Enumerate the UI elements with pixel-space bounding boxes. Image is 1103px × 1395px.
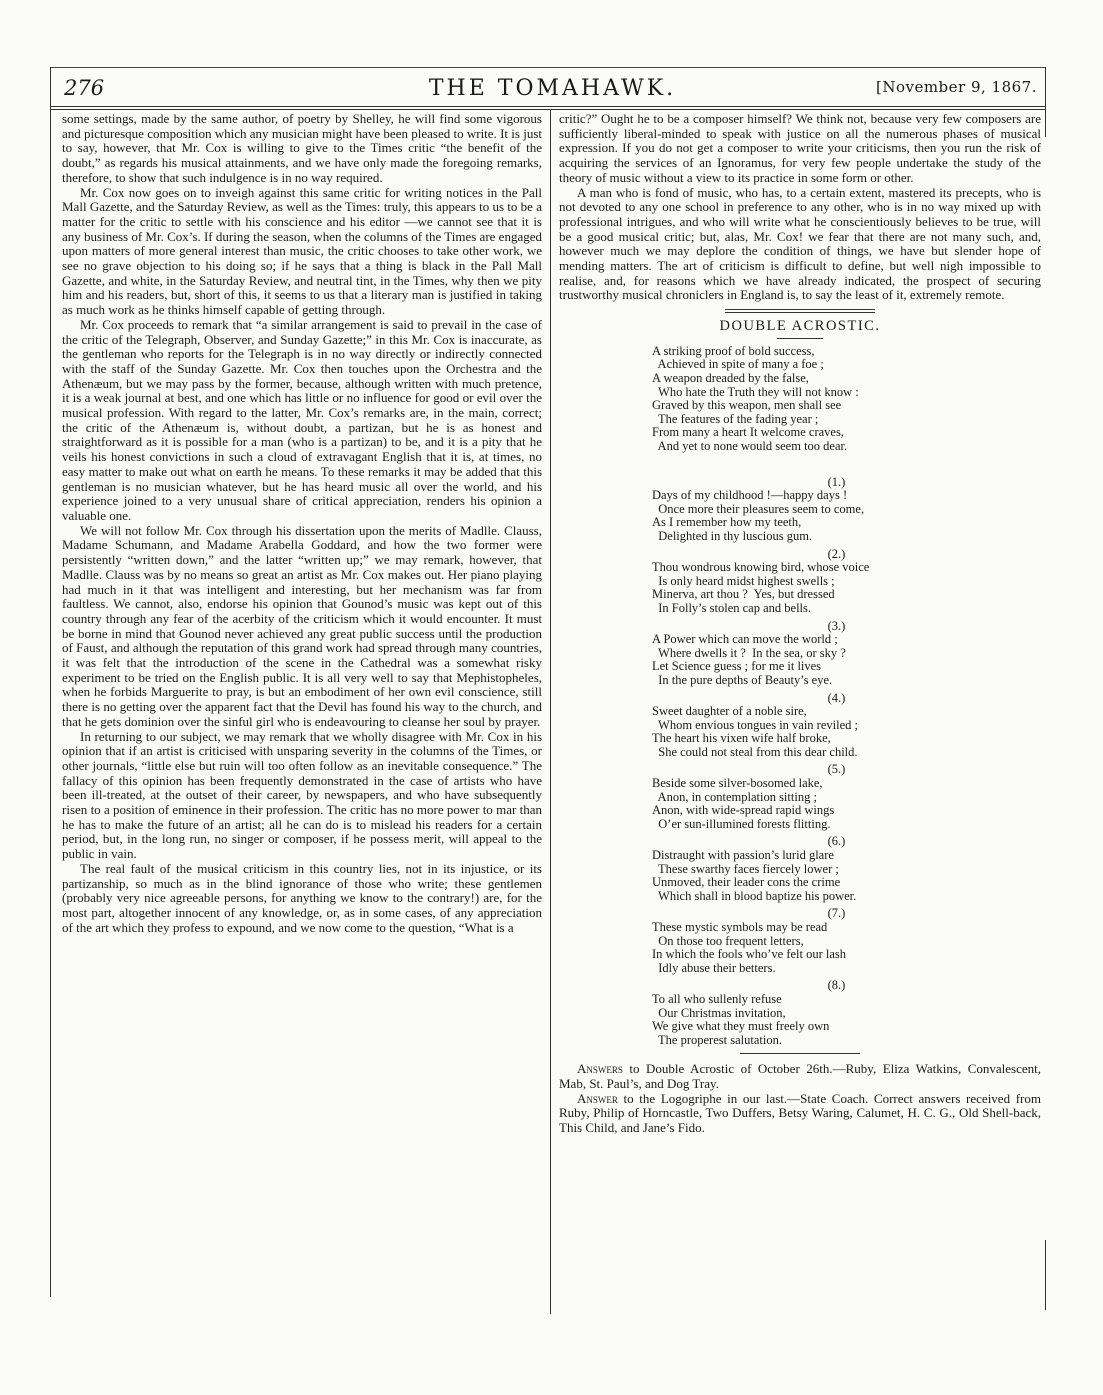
paragraph: We will not follow Mr. Cox through his dissertation upon the merits of Madlle. Clauss, Madame Schumann, and Madame Arabella Goddard, and how the two former were persistently “written down,” and the latter “written up;” we may remark, however, that Madlle. Clauss was by no means so great an artist as Mr. Cox makes out. Her piano playing had much in it that was intelligent and interesting, but her mechanism was far from faultless. We cannot, also, endorse his opinion that Gounod’s music was kept out of this country through any fear of the acerbity of the criticism which it would encounter. It must be borne in mind that Gounod never achieved any great public success until the production of Faust, and although the reputation of this grand work had spread through many countries, it was felt that the introduction of the scene in the Cathedral was a somewhat risky experiment to be tried on the English public. It is all very well to say that Mephistopheles, when he forbids Marguerite to pray, is but an embodiment of her own evil conscience, still there is no getting over the apparent fact that the Devil has found his way to the church, and that he gets dominion over the sinful girl who is endeavouring to cleanse her soul by prayer. — [62, 522, 542, 729]
right-border-bottom — [1045, 1240, 1046, 1310]
verse-line: Where dwells it ? In the sea, or sky ? — [652, 645, 846, 660]
verse-line: Whom envious tongues in vain reviled ; — [652, 717, 858, 732]
answers-text: to Double Acrostic of October 26th.—Ruby, Eliza Watkins, Convalescent, Mab, St. Paul’s, and Dog Tray. — [559, 1061, 1041, 1092]
page-header — [60, 76, 1045, 106]
verse-line: Distraught with passion’s lurid glare — [652, 848, 834, 863]
verse-line: Days of my childhood !—happy days ! — [652, 488, 848, 503]
verse-line: Achieved in spite of many a foe ; — [652, 357, 824, 372]
verse-line: In Folly’s stolen cap and bells. — [652, 600, 812, 615]
verse-line: Anon, in contemplation sitting ; — [652, 789, 817, 804]
verse-line: Unmoved, their leader cons the crime — [652, 875, 841, 890]
verse-line: Graved by this weapon, men shall see — [652, 398, 842, 413]
verse-line: A striking proof of bold success, — [652, 343, 815, 358]
verse-line: On those too frequent letters, — [652, 933, 804, 948]
column-divider — [550, 109, 551, 1314]
answers-paragraph — [559, 1062, 1041, 1091]
paragraph: Mr. Cox now goes on to inveigh against this same critic for writing notices in the Pall Mall Gazette, and the Saturday Review, as well as the Times: truly, this appears to us to be a matter for the critic to settle with his conscience and his editor —we cannot see that it is any business of Mr. Cox’s. If during the season, when the columns of the Times are engaged upon matters of more general interest than music, the critic chooses to take other work, we see no grave objection to his doing so; if he says that a thing is black in the Pall Mall Gazette, and white, in the Saturday Review, and neutral tint, in the Times, why then we pity him and his readers, but, short of this, it seems to us that a literary man is justified in taking as much work as he thinks himself capable of getting through. — [62, 184, 542, 318]
verse-line: Which shall in blood baptize his power. — [652, 888, 857, 903]
paragraph: In returning to our subject, we may remark that we wholly disagree with Mr. Cox in his opinion that if an artist is criticised with unsparing severity in the columns of the Times, or other journals, “little else but ruin will too often follow as an inevitable consequence.” The fallacy of this opinion has been frequently demonstrated in the case of artists who have been ill-treated, at the outset of their career, by newspapers, and who have subsequently risen to a position of eminence in their profession. The critic has no more power to mar than he has to make the future of an artist; all he can do is to mislead his readers for a certain period, but, in the long run, no singer or composer, if he possess merit, will appeal to the public in vain. — [62, 728, 542, 862]
answers-lead: Answers — [577, 1061, 623, 1077]
stanza — [652, 979, 1041, 1047]
answers-section — [559, 1062, 1041, 1136]
page-number: 276 — [64, 76, 105, 100]
verse-line: Sweet daughter of a noble sire, — [652, 704, 807, 719]
verse-line: A weapon dreaded by the false, — [652, 371, 809, 386]
verse-line: The heart his vixen wife half broke, — [652, 731, 831, 746]
stanza-number: (5.) — [827, 762, 846, 777]
stanza-number: (4.) — [827, 690, 846, 705]
section-divider — [725, 309, 875, 313]
verse-line: Our Christmas invitation, — [652, 1005, 786, 1020]
verse-line: And yet to none would seem too dear. — [652, 439, 848, 453]
stanza-number: (8.) — [827, 978, 846, 993]
verse-line: From many a heart It welcome craves, — [652, 425, 844, 440]
paragraph: The real fault of the musical criticism in this country lies, not in its injustice, or its partizanship, so much as in the blind ignorance of those who write; these gentlemen (probably very nice agreeable persons, for anything we know to the contrary!) are, for the most part, altogether innocent of any knowledge, or, as in some cases, of any appreciation of the art which they profess to expound, and we now come to the question, “What is a — [62, 860, 542, 935]
verse-line: Idly abuse their betters. — [652, 960, 776, 975]
stanza — [652, 476, 1041, 544]
acrostic-stanzas — [652, 476, 1041, 1048]
stanza-number: (3.) — [827, 618, 846, 633]
verse-line: These mystic symbols may be read — [652, 920, 828, 934]
verse-line: Is only heard midst highest swells ; — [652, 573, 835, 588]
top-rule — [50, 67, 1045, 68]
verse-line: To all who sullenly refuse — [652, 991, 782, 1006]
verse-line: Anon, with wide-spread rapid wings — [652, 803, 835, 818]
verse-line: The properest salutation. — [652, 1032, 782, 1047]
stanza-number: (2.) — [827, 546, 846, 561]
stanza-number: (6.) — [827, 834, 846, 849]
verse-line: Delighted in thy luscious gum. — [652, 528, 813, 543]
stanza — [652, 620, 1041, 688]
paragraph: Mr. Cox proceeds to remark that “a similar arrangement is said to prevail in the case of the critic of the Telegraph, Observer, and Sunday Gazette;” in this Mr. Cox is inaccurate, as the gentleman who reports for the Telegraph is in no way directly or indirectly connected with the staff of the Sunday Gazette. Mr. Cox then touches upon the Orchestra and the Athenæum, but we may pass by the former, because, although written with much pretence, it is a weak journal at best, and one which has little or no influence for good or evil over the musical profession. With regard to the latter, Mr. Cox’s remarks are, in the main, correct; the critic of the Athenæum is, without doubt, a partizan, but he is as honest and straightforward as it is possible for a man (who is a partizan) to be, and it is a pity that he veils his honest convictions in such a cloud of extravagant English that it is, at times, no easy matter to make out what on earth he means. To these remarks it may be added that this gentleman is no musician whatever, but he has heard music all over the world, and his experience joined to a very unusual share of critical appreciation, renders his opinion a valuable one. — [62, 316, 542, 523]
header-rule-double — [50, 109, 1045, 110]
verse-line: Once more their pleasures seem to come, — [652, 501, 865, 516]
stanza — [652, 907, 1041, 975]
verse-line: O’er sun-illumined forests flitting. — [652, 816, 831, 831]
answers-rule — [740, 1053, 860, 1054]
right-border — [1045, 67, 1046, 137]
right-column — [559, 112, 1041, 1136]
answers-paragraph — [559, 1092, 1041, 1136]
verse-line: Thou wondrous knowing bird, whose voice — [652, 560, 870, 575]
verse-line: The features of the fading year ; — [652, 411, 819, 426]
stanza — [652, 763, 1041, 831]
answers-text: to the Logogriphe in our last.—State Coach. Correct answers received from Ruby, Philip of Horncastle, Two Duffers, Betsy Waring, Calumet, H. C. G., Old Shell-back, This Child, and Jane’s Fido. — [559, 1090, 1041, 1136]
stanza — [652, 835, 1041, 903]
acrostic-title: DOUBLE ACROSTIC. — [719, 318, 881, 335]
left-border — [50, 67, 51, 1297]
publication-title: THE TOMAHAWK. — [428, 76, 677, 101]
verse-line: As I remember how my teeth, — [652, 515, 802, 530]
verse-line: Who hate the Truth they will not know : — [652, 384, 859, 399]
paragraph: some settings, made by the same author, of poetry by Shelley, he will find some vigorous and picturesque composition which any musician might have been pleased to write. It is just to say, however, that Mr. Cox is willing to give to the Times critic “the benefit of the doubt,” as regards his musical attainments, and we have only made the foregoing remarks, therefore, to show that such indulgence is in no way required. — [62, 111, 542, 185]
verse-line: These swarthy faces fiercely lower ; — [652, 861, 839, 876]
issue-date: [November 9, 1867. — [875, 78, 1037, 96]
acrostic-intro — [652, 345, 1041, 454]
stanza — [652, 548, 1041, 616]
verse-line: Let Science guess ; for me it lives — [652, 659, 822, 674]
verse-line: In which the fools who’ve felt our lash — [652, 947, 847, 962]
verse-line: She could not steal from this dear child. — [652, 744, 858, 759]
answers-lead: Answer — [577, 1090, 618, 1106]
verse-line: In the pure depths of Beauty’s eye. — [652, 672, 833, 687]
verse-line: Minerva, art thou ? Yes, but dressed — [652, 587, 835, 602]
paragraph: critic?” Ought he to be a composer himself? We think not, because very few composers are sufficiently liberal-minded to speak with justice on all the numerous phases of musical expression. If you do not get a composer to write your criticisms, then you run the risk of acquiring the services of an Ignoramus, for very few people undertake the study of the theory of music without a view to its practice in some form or other. — [559, 111, 1041, 185]
verse-line: Beside some silver-bosomed lake, — [652, 776, 823, 791]
stanza-number: (1.) — [827, 474, 846, 489]
header-rule — [50, 106, 1045, 107]
verse-line: A Power which can move the world ; — [652, 632, 838, 647]
stanza — [652, 692, 1041, 760]
stanza-number: (7.) — [827, 906, 846, 921]
title-rule — [777, 338, 823, 339]
verse-line: We give what they must freely own — [652, 1019, 830, 1034]
paragraph: A man who is fond of music, who has, to a certain extent, mastered its precepts, who is not devoted to any one school in preference to any other, who is in no way mixed up with professional intrigues, and who will write what he conscientiously believes to be true, will be a good musical critic; but, alas, Mr. Cox! we fear that there are not many such, and, however much we may deplore the condition of things, we have but slender hope of mending matters. The art of criticism is difficult to define, but well nigh impossible to realise, and, for reasons which we have already indicated, the prospect of securing trustworthy musical chroniclers in England is, to say the least of it, extremely remote. — [559, 184, 1041, 303]
left-column — [62, 112, 542, 935]
